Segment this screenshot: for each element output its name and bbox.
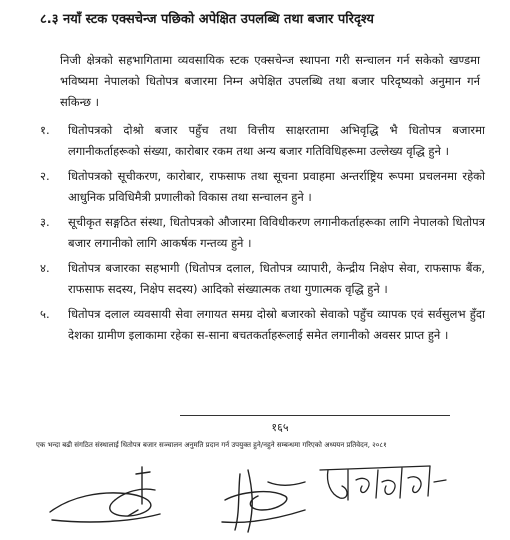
list-item-text: सूचीकृत सङ्गठित संस्था, धितोपत्रको औजारमा विविधीकरण लगानीकर्ताहरूका लागि नेपालको धितोपत्र बजार लगानीको लागि आकर्षक गन्तव्य हुने । (68, 215, 485, 250)
list-item (40, 120, 485, 162)
signature-2 (222, 470, 305, 532)
signature-3 (320, 466, 446, 500)
list-item-number: १. (40, 123, 50, 137)
list-item-number: ५. (40, 307, 50, 321)
list-item (40, 166, 485, 208)
section-heading: ८.३ नयाँ स्टक एक्सचेन्ज पछिको अपेक्षित उपलब्धि तथा बजार परिदृश्य (40, 12, 374, 27)
intro-paragraph: निजी क्षेत्रको सहभागितामा व्यवसायिक स्टक एक्सचेन्ज स्थापना गरी सन्चालन गर्न सकेको खण्डमा भविष्यमा नेपालको धितोपत्र बजारमा निम्न अपेक्षित उपलब्धि तथा बजार परिदृष्यको अनुमान गर्न सकिन्छ । (60, 53, 480, 109)
footer-divider (180, 415, 450, 416)
list-item-text: धितोपत्र बजारका सहभागी (धितोपत्र दलाल, धितोपत्र व्यापारी, केन्द्रीय निक्षेप सेवा, राफसाफ बैंक, राफसाफ सदस्य, निक्षेप सदस्य) आदिको संख्यात्मक तथा गुणात्मक वृद्धि हुने । (68, 261, 485, 296)
list-item (40, 304, 485, 346)
signatures-area (30, 452, 490, 537)
list-item-number: ४. (40, 261, 50, 275)
list-item-number: २. (40, 169, 50, 183)
list-item-text: धितोपत्र दलाल व्यवसायी सेवा लगायत समग्र दोस्रो बजारको सेवाको पहुँच व्यापक एवं सर्वसुलभ हुँदा देशका ग्रामीण इलाकामा रहेका स-साना बचतकर्ताहरूलाई समेत लगानीको अवसर प्राप्त हुने । (68, 307, 485, 342)
list-item-text: धितोपत्रको सूचीकरण, कारोबार, राफसाफ तथा सूचना प्रवाहमा अन्तर्राष्ट्रिय रूपमा प्रचलनमा रहेको आधुनिक प्रविधिमैत्री प्रणालीको विकास तथा सन्चालन हुने । (68, 169, 485, 204)
signature-1 (50, 467, 160, 522)
signatures-svg (30, 452, 490, 537)
expectations-list (40, 120, 485, 350)
list-item (40, 258, 485, 300)
list-item-number: ३. (40, 215, 50, 229)
footer-note: एक भन्दा बढी संगठित संस्थालाई धितोपत्र बजार सञ्चालन अनुमति प्रदान गर्न उपयुक्त हुने/नहुने सम्बन्धमा गरिएको अध्ययन प्रतिवेदन, २०८१ (36, 441, 387, 449)
list-item (40, 212, 485, 254)
page-number: १६५ (271, 421, 289, 434)
list-item-text: धितोपत्रको दोश्रो बजार पहुँच तथा वित्तीय साक्षरतामा अभिवृद्धि भै धितोपत्र बजारमा लगानीकर्ताहरूको संख्या, कारोबार रकम तथा अन्य बजार गतिविधिहरूमा उल्लेख्य वृद्धि हुने । (68, 123, 485, 158)
